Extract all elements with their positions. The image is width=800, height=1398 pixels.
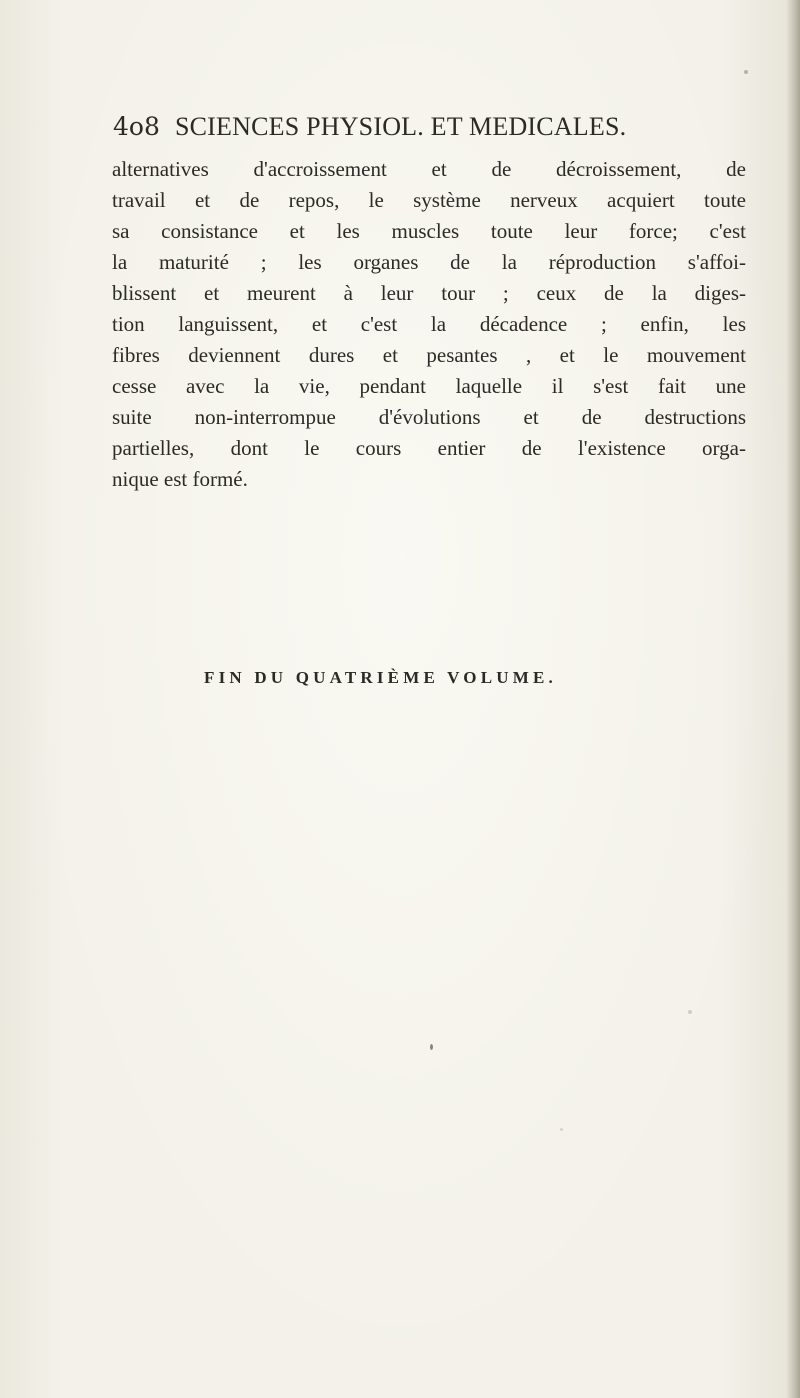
text-line: tion languissent, et c'est la décadence ; enfin, les xyxy=(112,312,746,336)
running-head: SCIENCES PHYSIOL. ET MEDICALES. xyxy=(174,112,627,141)
end-of-volume-colophon: FIN DU QUATRIÈME VOLUME. xyxy=(204,668,557,687)
text-line: sa consistance et les muscles toute leur force; c'est xyxy=(112,219,746,243)
text-line: travail et de repos, le système nerveux acquiert toute xyxy=(112,188,746,212)
page-edge-shadow xyxy=(786,0,800,1398)
text-line: cesse avec la vie, pendant laquelle il s'est fait une xyxy=(112,374,746,398)
text-line: suite non-interrompue d'évolutions et de destructions xyxy=(112,405,746,429)
paper-speck xyxy=(430,1044,433,1050)
text-line: fibres deviennent dures et pesantes , et le mouvement xyxy=(112,343,746,367)
page-number: 4o8 xyxy=(113,112,160,141)
paper-speck xyxy=(744,70,748,74)
paper-speck xyxy=(688,1010,692,1014)
body-paragraph xyxy=(112,154,752,495)
text-line: la maturité ; les organes de la réproduction s'affoi- xyxy=(112,250,746,274)
page-header xyxy=(113,112,733,150)
text-line: alternatives d'accroissement et de décroissement, de xyxy=(112,157,746,181)
text-line: partielles, dont le cours entier de l'existence orga- xyxy=(112,436,746,460)
text-line: nique est formé. xyxy=(112,467,248,491)
paper-speck xyxy=(560,1128,563,1131)
text-line: blissent et meurent à leur tour ; ceux de la diges- xyxy=(112,281,746,305)
